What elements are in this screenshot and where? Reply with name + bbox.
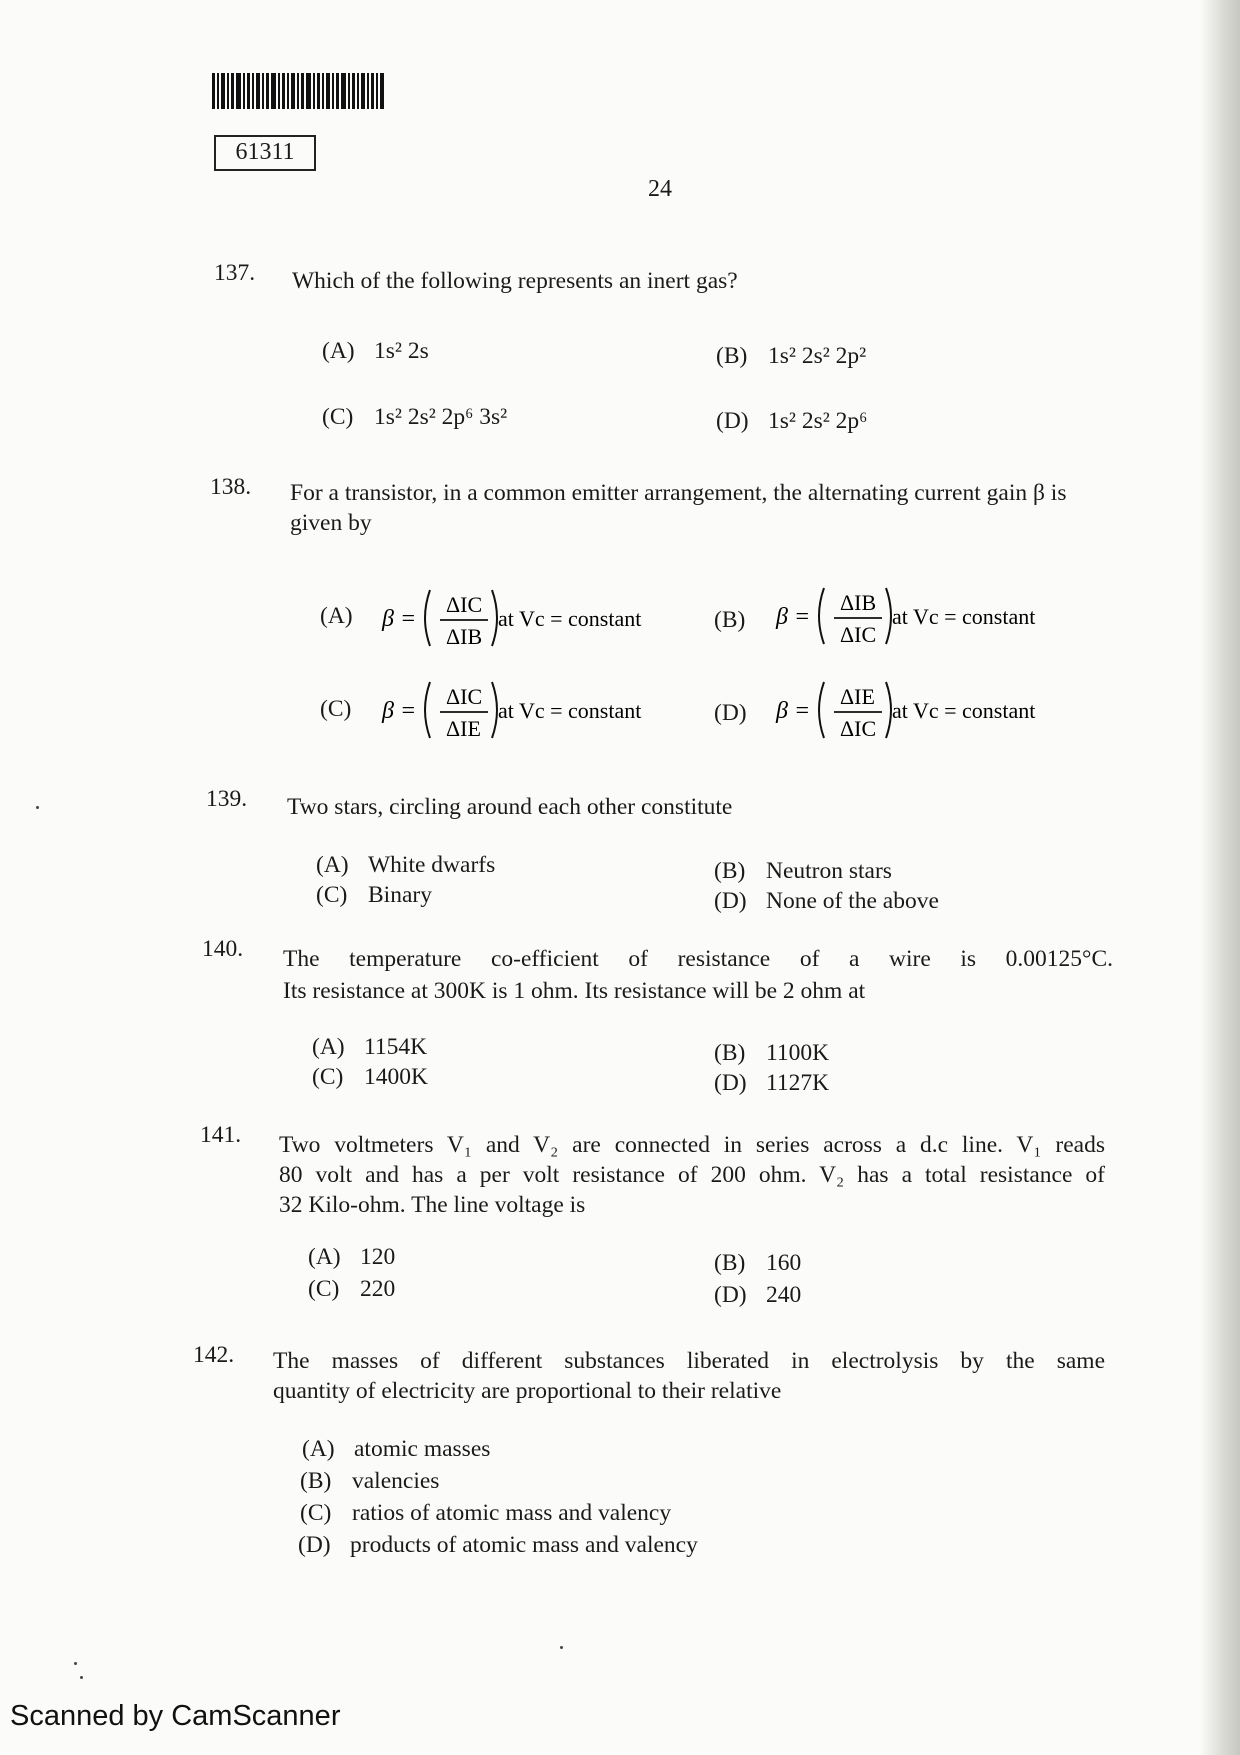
svg-text:ΔIB: ΔIB xyxy=(840,590,877,615)
option-b-label: (B) xyxy=(714,607,746,633)
option-a-formula xyxy=(380,580,670,656)
page-number: 24 xyxy=(648,176,672,202)
svg-text:ΔIC: ΔIC xyxy=(840,716,877,741)
question-text-line2: 80 volt and has a per volt resistance of 200 ohm. V₂ has a total resistance of xyxy=(279,1162,1105,1188)
option-d: (D) 1127K xyxy=(714,1070,830,1096)
svg-text:at Vc = constant: at Vc = constant xyxy=(892,604,1036,629)
scan-edge-shadow xyxy=(1200,0,1240,1755)
scan-speck xyxy=(80,1676,83,1679)
option-c: (C) 1s² 2s² 2p⁶ 3s² xyxy=(322,404,508,430)
question-text-line2: Its resistance at 300K is 1 ohm. Its resistance will be 2 ohm at xyxy=(283,978,866,1004)
question-number: 140. xyxy=(202,936,244,962)
question-text-line1: The temperature co-efficient of resistance of a wire is 0.00125°C. xyxy=(283,946,1113,972)
svg-text:β =: β = xyxy=(776,698,811,724)
svg-text:ΔIE: ΔIE xyxy=(446,716,481,741)
barcode-graphic xyxy=(212,73,384,109)
question-text: Which of the following represents an inert gas? xyxy=(292,268,738,294)
svg-text:β =: β = xyxy=(776,604,811,630)
scan-speck xyxy=(74,1662,77,1665)
question-number: 138. xyxy=(210,474,252,500)
svg-text:β =: β = xyxy=(382,606,417,632)
svg-text:β =: β = xyxy=(382,698,417,724)
svg-text:at Vc = constant: at Vc = constant xyxy=(498,606,642,631)
option-b: (B) 1s² 2s² 2p² xyxy=(716,343,867,369)
question-text-line2: quantity of electricity are proportional to their relative xyxy=(273,1378,782,1404)
question-text: Two stars, circling around each other constitute xyxy=(287,794,733,820)
question-text-line3: 32 Kilo-ohm. The line voltage is xyxy=(279,1192,586,1218)
svg-text:ΔIE: ΔIE xyxy=(840,684,875,709)
option-d: (D) products of atomic mass and valency xyxy=(298,1532,698,1558)
option-c: (C) 1400K xyxy=(312,1064,428,1090)
option-b: (B) valencies xyxy=(300,1468,440,1494)
option-c: (C) ratios of atomic mass and valency xyxy=(300,1500,672,1526)
scan-speck xyxy=(36,806,39,809)
scan-speck xyxy=(560,1646,563,1649)
question-number: 137. xyxy=(214,260,256,286)
svg-text:ΔIB: ΔIB xyxy=(446,624,483,649)
option-c-formula xyxy=(380,672,670,748)
option-d-label: (D) xyxy=(714,700,747,726)
option-d: (D) None of the above xyxy=(714,888,939,914)
question-number: 141. xyxy=(200,1122,242,1148)
question-number: 142. xyxy=(193,1342,235,1368)
option-d-formula xyxy=(774,672,1064,748)
svg-text:ΔIC: ΔIC xyxy=(446,684,483,709)
option-a: (A) 1s² 2s xyxy=(322,338,429,364)
option-a-label: (A) xyxy=(320,603,353,629)
option-a: (A) atomic masses xyxy=(302,1436,491,1462)
question-booklet-code: 61311 xyxy=(214,135,316,171)
option-a: (A) 120 xyxy=(308,1244,396,1270)
option-b-formula xyxy=(774,578,1064,654)
question-number: 139. xyxy=(206,786,248,812)
option-b: (B) 1100K xyxy=(714,1040,830,1066)
option-a: (A) White dwarfs xyxy=(316,852,496,878)
svg-text:ΔIC: ΔIC xyxy=(446,592,483,617)
question-text-line1: The masses of different substances liberated in electrolysis by the same xyxy=(273,1348,1105,1374)
option-c: (C) Binary xyxy=(316,882,432,908)
option-a: (A) 1154K xyxy=(312,1034,428,1060)
svg-text:at Vc = constant: at Vc = constant xyxy=(892,698,1036,723)
option-d: (D) 240 xyxy=(714,1282,802,1308)
option-b: (B) 160 xyxy=(714,1250,802,1276)
option-d: (D) 1s² 2s² 2p⁶ xyxy=(716,408,868,434)
option-b: (B) Neutron stars xyxy=(714,858,892,884)
option-c-label: (C) xyxy=(320,696,352,722)
scanner-watermark: Scanned by CamScanner xyxy=(10,1700,341,1732)
question-text-line1: Two voltmeters V₁ and V₂ are connected in series across a d.c line. V₁ reads xyxy=(279,1132,1105,1158)
svg-text:at Vc = constant: at Vc = constant xyxy=(498,698,642,723)
question-text: For a transistor, in a common emitter arrangement, the alternating current gain β is given by xyxy=(290,480,1067,536)
svg-text:ΔIC: ΔIC xyxy=(840,622,877,647)
option-c: (C) 220 xyxy=(308,1276,396,1302)
